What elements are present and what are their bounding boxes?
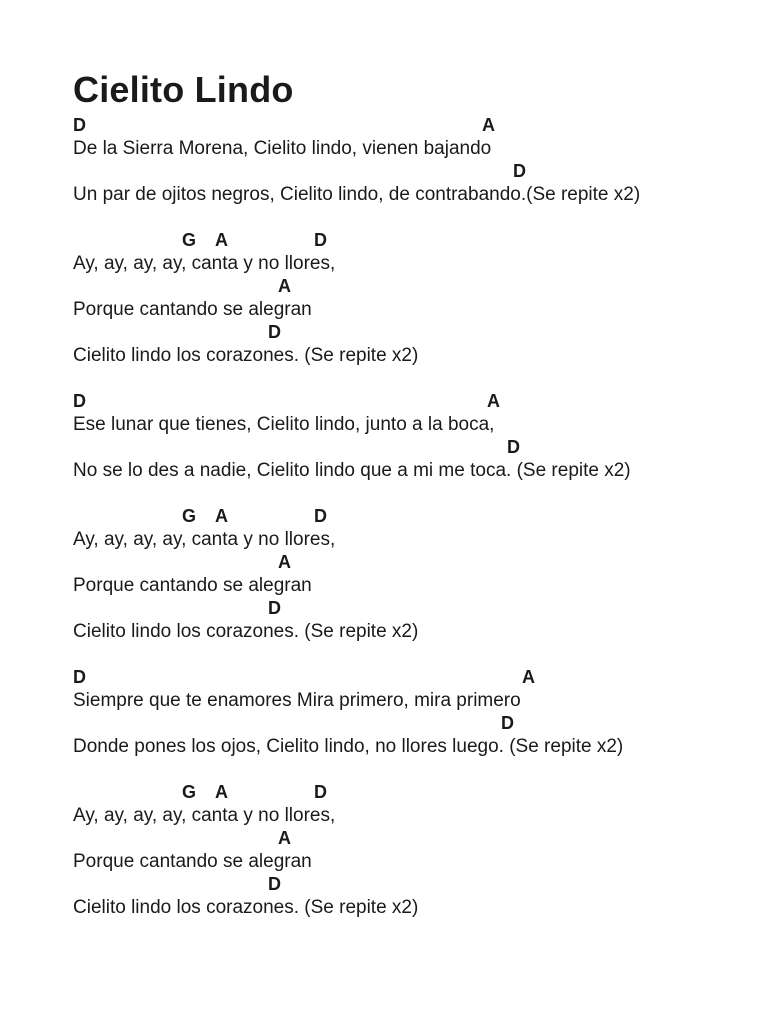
stanza-gap	[73, 758, 753, 781]
chord: D	[501, 713, 514, 733]
song-body	[73, 114, 753, 919]
chord: A	[215, 782, 228, 802]
lyric-line: Ay, ay, ay, ay, canta y no llores,	[73, 253, 336, 274]
lyric-line: No se lo des a nadie, Cielito lindo que a mi me toca. (Se repite x2)	[73, 460, 631, 481]
chord: D	[314, 782, 327, 802]
chord: D	[268, 874, 281, 894]
lyric-line: Ese lunar que tienes, Cielito lindo, junto a la boca,	[73, 414, 495, 435]
chord: G	[182, 506, 197, 526]
lyric-line: Ay, ay, ay, ay, canta y no llores,	[73, 805, 336, 826]
chord-line	[73, 436, 753, 459]
lyric-line: Cielito lindo los corazones. (Se repite x2)	[73, 897, 419, 918]
chord-line	[73, 229, 753, 252]
chord: A	[278, 552, 291, 572]
song-title: Cielito Lindo	[73, 69, 294, 110]
lyric-line: Porque cantando se alegran	[73, 851, 312, 872]
chord: D	[314, 506, 327, 526]
chord: D	[268, 598, 281, 618]
chord: D	[268, 322, 281, 342]
chord-line	[73, 160, 753, 183]
stanza-gap	[73, 643, 753, 666]
chord-line	[73, 597, 753, 620]
chord: D	[73, 391, 86, 411]
chord-line	[73, 781, 753, 804]
chord: A	[482, 115, 495, 135]
chord: D	[73, 115, 86, 135]
lyric-line: Siempre que te enamores Mira primero, mira primero	[73, 690, 521, 711]
chord-line	[73, 321, 753, 344]
chord-line	[73, 666, 753, 689]
chord-line	[73, 275, 753, 298]
chord: A	[487, 391, 500, 411]
chord: D	[73, 667, 86, 687]
chord-line	[73, 873, 753, 896]
stanza-gap	[73, 367, 753, 390]
lyric-line: Ay, ay, ay, ay, canta y no llores,	[73, 529, 336, 550]
chord: G	[182, 782, 197, 802]
song-sheet	[73, 70, 753, 919]
chord-line	[73, 712, 753, 735]
lyric-line: Donde pones los ojos, Cielito lindo, no llores luego. (Se repite x2)	[73, 736, 624, 757]
chord-line	[73, 505, 753, 528]
lyric-line: De la Sierra Morena, Cielito lindo, vienen bajando	[73, 138, 492, 159]
chord: D	[513, 161, 526, 181]
lyric-line: Porque cantando se alegran	[73, 575, 312, 596]
chord-line	[73, 390, 753, 413]
chord: G	[182, 230, 197, 250]
chord-line	[73, 827, 753, 850]
lyric-line: Cielito lindo los corazones. (Se repite x2)	[73, 621, 419, 642]
lyric-line: Porque cantando se alegran	[73, 299, 312, 320]
lyric-line: Cielito lindo los corazones. (Se repite x2)	[73, 345, 419, 366]
chord: A	[278, 276, 291, 296]
chord-line	[73, 551, 753, 574]
chord: A	[278, 828, 291, 848]
stanza-gap	[73, 482, 753, 505]
chord: A	[522, 667, 535, 687]
chord: A	[215, 230, 228, 250]
chord: D	[314, 230, 327, 250]
lyric-line: Un par de ojitos negros, Cielito lindo, de contrabando.(Se repite x2)	[73, 184, 641, 205]
chord-line	[73, 114, 753, 137]
chord: D	[507, 437, 520, 457]
stanza-gap	[73, 206, 753, 229]
chord: A	[215, 506, 228, 526]
